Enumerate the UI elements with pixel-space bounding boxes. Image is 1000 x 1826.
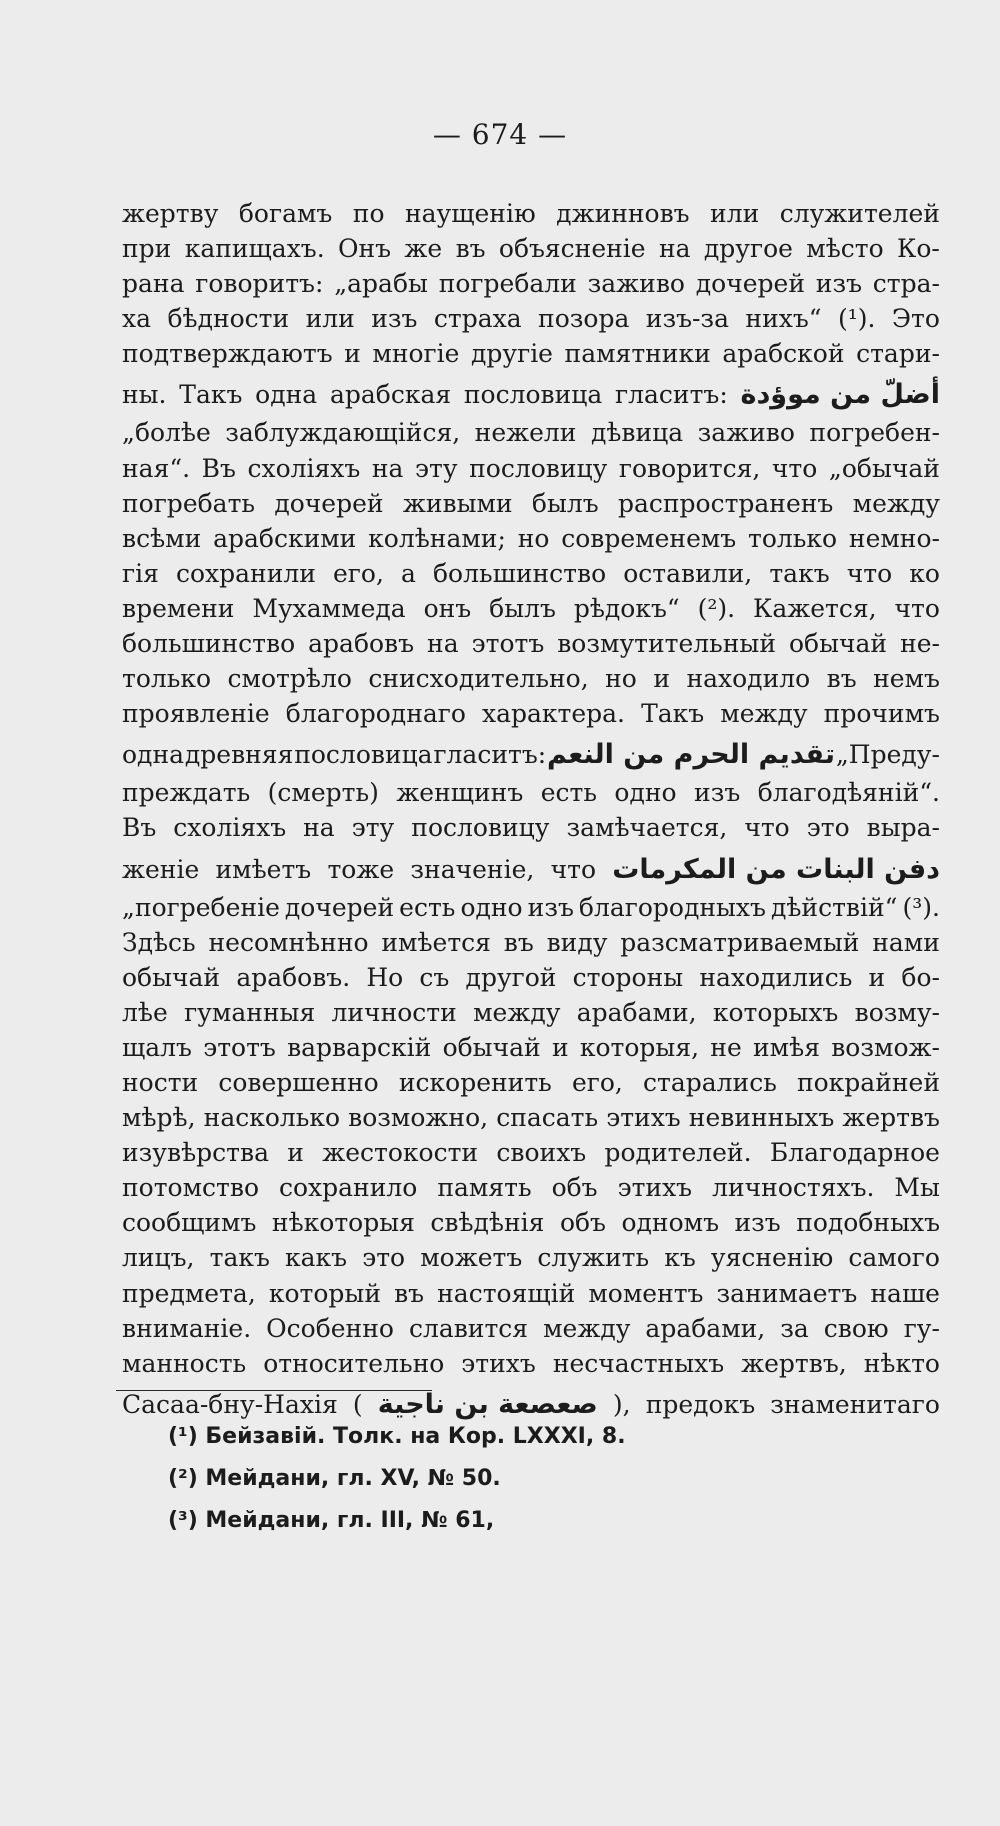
word: арабская <box>329 380 452 410</box>
word: несчастныхъ <box>552 1348 725 1378</box>
word: капищахъ. <box>184 234 325 264</box>
word: и <box>287 1138 304 1168</box>
word: подобныхъ <box>796 1208 940 1238</box>
word: арабами, <box>645 1313 766 1343</box>
word: богамъ <box>238 199 333 228</box>
text-line <box>122 336 940 371</box>
word: служителей <box>779 199 940 228</box>
word: „Преду- <box>835 740 940 770</box>
text-line <box>122 846 940 890</box>
word: виду <box>546 927 608 957</box>
word: варварскій <box>287 1032 432 1062</box>
word: арабовъ. <box>236 962 351 992</box>
word: личностяхъ. <box>712 1173 875 1203</box>
word: этихъ <box>617 1173 693 1203</box>
word: ха <box>122 304 152 334</box>
word: манность <box>122 1348 247 1378</box>
word: какъ <box>285 1243 348 1273</box>
text-line <box>122 696 940 731</box>
word: относительно <box>263 1348 445 1378</box>
word: снисходительно, <box>368 664 589 694</box>
word: другіе <box>470 339 553 369</box>
word: но <box>605 664 637 694</box>
word: обычай <box>442 1032 541 1062</box>
text-line <box>122 661 940 696</box>
body-text <box>122 196 940 1425</box>
word: имѣетъ <box>215 854 312 884</box>
word: свѣдѣнія <box>430 1208 545 1238</box>
word: при <box>122 234 172 264</box>
word: этихъ <box>606 1103 681 1133</box>
word: между <box>543 1313 631 1343</box>
word: гласитъ: <box>433 740 547 770</box>
word: это <box>362 1243 406 1273</box>
word: къ <box>664 1243 696 1273</box>
word: мѣсто <box>806 234 884 264</box>
word: который <box>268 1278 381 1308</box>
word: родителей. <box>604 1138 752 1168</box>
word: ко <box>909 558 940 588</box>
word: проявленіе <box>122 699 270 729</box>
word: жертвъ <box>842 1103 940 1133</box>
word: на <box>658 234 691 264</box>
word: объ <box>551 1173 598 1203</box>
word: возможно, <box>348 1103 489 1133</box>
word: искоренить <box>398 1067 552 1097</box>
word: нѣкто <box>863 1348 940 1378</box>
text-line <box>122 301 940 336</box>
word: рѣдокъ“ <box>573 593 680 623</box>
word: Въ <box>201 453 236 483</box>
word: разсматриваемый <box>620 927 860 957</box>
word: тоже <box>327 854 395 884</box>
word: одна <box>255 380 318 410</box>
word: погребать <box>122 488 256 518</box>
word: возмутительный <box>557 629 776 659</box>
word: имѣя <box>753 1032 820 1062</box>
footnote-1: (¹) Бейзавій. Толк. на Кор. LXXXI, 8. <box>168 1424 626 1449</box>
text-line <box>122 591 940 626</box>
word: живыми <box>402 488 513 518</box>
word: значеніе, <box>410 854 535 884</box>
word: по <box>352 199 385 228</box>
word: бо- <box>901 962 940 992</box>
text-line <box>122 1100 940 1135</box>
word: нѣкоторыя <box>271 1208 415 1238</box>
word: его, <box>571 1067 623 1097</box>
word: находились <box>699 962 853 992</box>
word: старались <box>643 1067 777 1097</box>
word: нихъ“ <box>745 304 822 334</box>
word: дѣвица <box>590 418 684 448</box>
word: смотрѣло <box>227 664 352 694</box>
word: сохранили <box>175 558 316 588</box>
word: арабами, <box>576 997 697 1027</box>
word: сохранило <box>279 1173 418 1203</box>
word: на <box>303 813 335 843</box>
text-line <box>122 1030 940 1065</box>
word: эту <box>351 813 395 843</box>
word: возмож- <box>831 1032 940 1062</box>
word: одномъ <box>621 1208 719 1238</box>
word: благородныхъ <box>578 892 766 922</box>
word: съ <box>419 962 450 992</box>
word: немъ <box>873 664 940 694</box>
word: возму- <box>854 997 940 1027</box>
text-line <box>122 371 940 415</box>
word: этотъ <box>203 1032 276 1062</box>
word: пословица <box>463 380 603 410</box>
word: пословицу <box>411 813 550 843</box>
word: ( <box>352 1389 363 1419</box>
word: предокъ <box>645 1389 756 1419</box>
word: между <box>852 488 940 518</box>
word: уясненію <box>710 1243 834 1273</box>
word: Ко- <box>897 234 940 264</box>
word: характера. <box>481 699 626 729</box>
text-line <box>122 890 940 925</box>
text-line <box>122 775 940 810</box>
word: Но <box>366 962 404 992</box>
word: совершенно <box>218 1067 379 1097</box>
word: находило <box>686 664 811 694</box>
word: стари- <box>856 339 940 369</box>
word: другой <box>465 962 557 992</box>
word: колѣнами; <box>368 523 506 553</box>
word: славится <box>408 1313 529 1343</box>
word: изъ <box>527 892 574 922</box>
word: древняя <box>184 740 294 770</box>
word: подтверждаютъ <box>122 339 333 369</box>
page-number: — 674 — <box>432 118 568 151</box>
word: Мы <box>894 1173 940 1203</box>
word: дочерей <box>695 269 805 299</box>
word: что <box>894 593 940 623</box>
word: моментъ <box>588 1278 704 1308</box>
word: гія <box>122 558 159 588</box>
word: обычай <box>122 962 221 992</box>
word: въ <box>503 927 534 957</box>
word: арабовъ <box>308 629 415 659</box>
word: же <box>404 234 443 264</box>
word: другое <box>703 234 793 264</box>
word: пословицу <box>469 453 608 483</box>
word: этихъ <box>461 1348 536 1378</box>
text-line <box>122 486 940 521</box>
word: въ <box>455 234 486 264</box>
word: современемъ <box>561 523 737 553</box>
word: большинство <box>433 558 607 588</box>
word: между <box>473 997 561 1027</box>
word: насколько <box>203 1103 341 1133</box>
word: изъ <box>734 1208 781 1238</box>
word: „арабы <box>334 269 428 299</box>
word: служить <box>537 1243 650 1273</box>
word: что <box>771 453 818 483</box>
word: былъ <box>489 593 556 623</box>
word: заживо <box>587 269 685 299</box>
text-line <box>122 231 940 266</box>
word: и <box>653 664 670 694</box>
word: дочерей <box>274 488 384 518</box>
word: память <box>437 1173 532 1203</box>
word: жертву <box>122 199 219 228</box>
word: есть <box>399 892 456 922</box>
word: лицъ, <box>122 1243 195 1273</box>
text-line <box>122 960 940 995</box>
word: (¹). <box>837 304 876 334</box>
word: щалъ <box>122 1032 192 1062</box>
word: говорится, <box>618 453 761 483</box>
word: Онъ <box>338 234 392 264</box>
footnote-3: (³) Мейдани, гл. III, № 61, <box>168 1508 495 1533</box>
word: рана <box>122 269 185 299</box>
word: Сасаа-бну-Нахія <box>122 1389 338 1419</box>
word: жертвъ, <box>741 1348 847 1378</box>
word: схоліяхъ <box>247 453 361 483</box>
text-line <box>122 1311 940 1346</box>
arabic-proverb: دفن البنات من المكرمات <box>612 853 940 885</box>
word: гуманныя <box>184 997 316 1027</box>
word: гу- <box>903 1313 940 1343</box>
word: спасать <box>496 1103 599 1133</box>
word: только <box>122 664 212 694</box>
word: выра- <box>866 813 940 843</box>
text-line <box>122 196 940 231</box>
word: арабской <box>722 339 845 369</box>
word: ны. <box>122 380 167 410</box>
word: лѣе <box>122 997 168 1027</box>
word: или <box>710 199 760 228</box>
word: онъ <box>423 593 472 623</box>
word: ), <box>612 1389 631 1419</box>
word: замѣчается, <box>566 813 728 843</box>
text-line <box>122 1240 940 1275</box>
word: наущенію <box>404 199 536 228</box>
word: мѣрѣ, <box>122 1103 196 1133</box>
text-line <box>122 415 940 450</box>
word: стра- <box>872 269 940 299</box>
word: женіе <box>122 854 200 884</box>
word: оставили, <box>623 558 753 588</box>
word: Кажется, <box>752 593 877 623</box>
word: преждать <box>122 778 251 808</box>
word: но <box>517 523 550 553</box>
word: Особенно <box>266 1313 394 1343</box>
word: потомство <box>122 1173 259 1203</box>
word: свою <box>823 1313 889 1343</box>
word: что <box>744 813 790 843</box>
word: которыхъ <box>712 997 839 1027</box>
word: занимаетъ <box>716 1278 858 1308</box>
word: не <box>710 1032 742 1062</box>
word: обычай <box>788 629 888 659</box>
word: благодѣяній“. <box>757 778 940 808</box>
word: былъ <box>531 488 599 518</box>
word: Въ <box>122 813 157 843</box>
arabic-proverb: أضلّ من موؤدة <box>740 379 940 411</box>
arabic-proverb: صعصعة بن ناجية <box>377 1388 598 1420</box>
text-line <box>122 995 940 1030</box>
word: есть <box>540 778 597 808</box>
word: знаменитаго <box>770 1389 940 1419</box>
text-line <box>122 1205 940 1240</box>
word: прочимъ <box>823 699 940 729</box>
word: арабскими <box>213 523 357 553</box>
word: наше <box>870 1278 940 1308</box>
word: не- <box>900 629 940 659</box>
word: памятники <box>564 339 711 369</box>
word: это <box>806 813 850 843</box>
word: вниманіе. <box>122 1313 252 1343</box>
word: жестокости <box>322 1138 479 1168</box>
word: своихъ <box>496 1138 587 1168</box>
text-line <box>122 556 940 591</box>
word: имѣется <box>381 927 491 957</box>
word: этотъ <box>471 629 545 659</box>
word: и <box>868 962 886 992</box>
footnotes <box>168 1416 888 1542</box>
word: что <box>550 854 597 884</box>
word: погребали <box>438 269 577 299</box>
word: между <box>720 699 808 729</box>
word: несомнѣнно <box>208 927 369 957</box>
word: заблуждающійся, <box>225 418 461 448</box>
text-line <box>122 1276 940 1311</box>
word: на <box>427 629 459 659</box>
word: что <box>846 558 893 588</box>
word: стороны <box>572 962 684 992</box>
word: (³). <box>902 892 940 922</box>
word: только <box>748 523 838 553</box>
word: Благодарное <box>769 1138 940 1168</box>
word: самого <box>848 1243 940 1273</box>
word: ная“. <box>122 453 191 483</box>
text-line <box>122 451 940 486</box>
word: сообщимъ <box>122 1208 257 1238</box>
word: и <box>344 339 361 369</box>
footnote-divider <box>116 1390 432 1391</box>
word: заживо <box>697 418 795 448</box>
word: такъ <box>209 1243 270 1273</box>
word: а <box>401 558 416 588</box>
footnote-2: (²) Мейдани, гл. XV, № 50. <box>168 1466 501 1491</box>
word: „погребеніе <box>122 892 280 922</box>
word: всѣми <box>122 523 202 553</box>
word: дочерей <box>284 892 395 922</box>
word: Мухаммеда <box>252 593 406 623</box>
word: изъ <box>694 778 741 808</box>
word: погребен- <box>809 418 940 448</box>
word: которыя, <box>579 1032 700 1062</box>
word: покрайней <box>796 1067 940 1097</box>
word: изъ <box>371 304 418 334</box>
word: (²). <box>697 593 736 623</box>
word: и <box>551 1032 569 1062</box>
word: позора <box>538 304 630 334</box>
word: нежели <box>474 418 577 448</box>
word: многіе <box>372 339 460 369</box>
word: пословица <box>294 740 433 770</box>
word: „болѣе <box>122 418 211 448</box>
word: объясненіе <box>498 234 646 264</box>
word: на <box>371 453 404 483</box>
word: Такъ <box>641 699 705 729</box>
word: немно- <box>848 523 940 553</box>
word: невинныхъ <box>688 1103 835 1133</box>
word: Такъ <box>179 380 243 410</box>
word: „обычай <box>828 453 940 483</box>
word: или <box>305 304 355 334</box>
word: джинновъ <box>556 199 690 228</box>
word: предмета, <box>122 1278 256 1308</box>
word: большинство <box>122 629 296 659</box>
word: въ <box>394 1278 425 1308</box>
text-line <box>122 1065 940 1100</box>
word: въ <box>826 664 857 694</box>
word: такъ <box>769 558 830 588</box>
word: бѣдности <box>167 304 290 334</box>
arabic-proverb: تقديم الحرم من النعم <box>547 739 835 771</box>
word: его, <box>333 558 384 588</box>
word: можетъ <box>420 1243 523 1273</box>
word: нами <box>872 927 940 957</box>
word: распространенъ <box>617 488 834 518</box>
word: изъ-за <box>645 304 729 334</box>
word: изувѣрства <box>122 1138 269 1168</box>
word: благороднаго <box>285 699 466 729</box>
word: страха <box>433 304 522 334</box>
text-line <box>122 1135 940 1170</box>
word: женщинъ <box>396 778 524 808</box>
word: ности <box>122 1067 199 1097</box>
word: дѣйствій“ <box>770 892 898 922</box>
word: времени <box>122 593 235 623</box>
word: настоящій <box>437 1278 576 1308</box>
word: Здѣсь <box>122 927 196 957</box>
word: одно <box>614 778 677 808</box>
text-line <box>122 925 940 960</box>
text-line <box>122 1346 940 1381</box>
text-line <box>122 731 940 775</box>
word: одна <box>122 740 185 770</box>
text-line <box>122 1170 940 1205</box>
text-line <box>122 266 940 301</box>
text-line <box>122 626 940 661</box>
word: Это <box>891 304 940 334</box>
text-line <box>122 521 940 556</box>
word: гласитъ: <box>615 380 728 410</box>
word: за <box>780 1313 809 1343</box>
word: (смерть) <box>267 778 379 808</box>
word: объ <box>559 1208 606 1238</box>
text-line <box>122 810 940 845</box>
word: говоритъ: <box>195 269 324 299</box>
word: эту <box>415 453 458 483</box>
word: схоліяхъ <box>173 813 287 843</box>
word: изъ <box>815 269 862 299</box>
word: личности <box>331 997 457 1027</box>
word: одно <box>460 892 523 922</box>
